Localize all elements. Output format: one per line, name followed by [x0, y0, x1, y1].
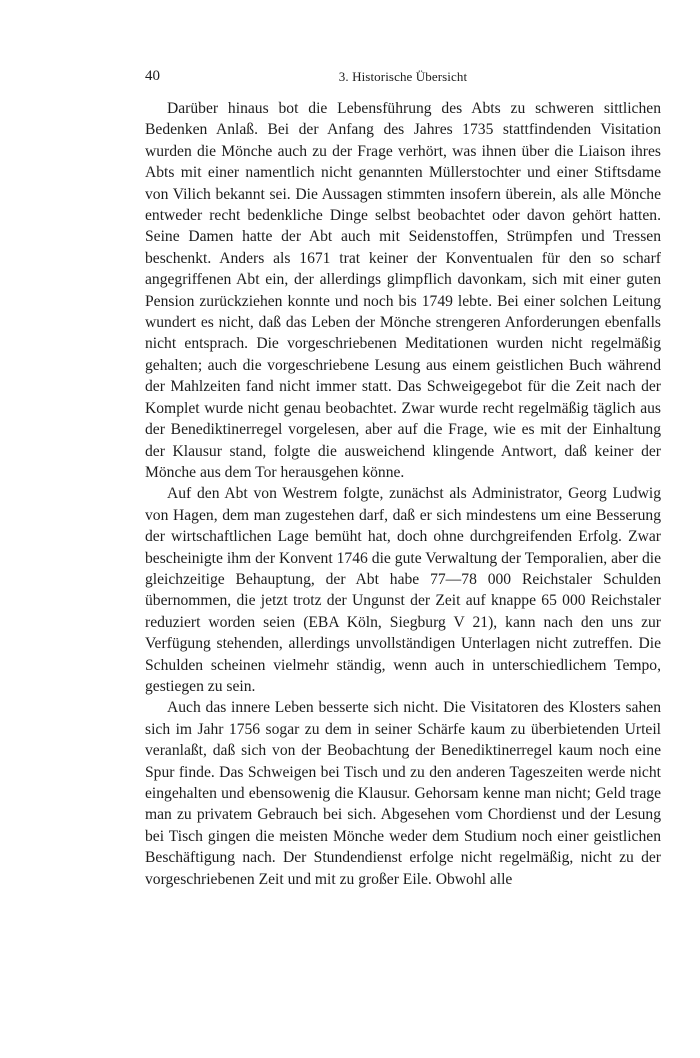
body-text: [145, 98, 661, 890]
page-number: 40: [145, 68, 160, 84]
paragraph-hagen-administration: Auf den Abt von Westrem folgte, zunächst als Administrator, Georg Ludwig von Hagen, dem man zugestehen darf, daß er sich mindestens um eine Besserung der wirtschaftlichen Lage bemüht hat, doch ohne durchgreifenden Erfolg. Zwar bescheinigte ihm der Konvent 1746 die gute Verwaltung der Temporalien, aber die gleichzeitige Behauptung, der Abt habe 77—78 000 Reichstaler Schulden übernommen, die jetzt trotz der Ungunst der Zeit auf knappe 65 000 Reichstaler reduziert worden seien (EBA Köln, Siegburg V 21), kann nach den uns zur Verfügung stehenden, allerdings unvollständigen Unterlagen nicht zutreffen. Die Schulden scheinen vielmehr ständig, wenn auch in unterschiedlichem Tempo, gestiegen zu sein.: [145, 485, 661, 695]
chapter-title: 3. Historische Übersicht: [338, 69, 468, 84]
paragraph-abbot-conduct: Darüber hinaus bot die Lebensführung des Abts zu schweren sittlichen Bedenken Anlaß. Bei der Anfang des Jahres 1735 stattfindenden Visitation wurden die Mönche auch zu der Frage verhört, was ihnen über die Liaison ihres Abts mit einer namentlich nicht genannten Müllerstochter und einer Stiftsdame von Vilich bekannt sei. Die Aussagen stimmten insofern überein, als alle Mönche entweder recht bedenkliche Dinge selbst beobachtet oder davon gehört hatten. Seine Damen hatte der Abt auch mit Seidenstoffen, Strümpfen und Tressen beschenkt. Anders als 1671 trat keiner der Konventualen für den so scharf angegriffenen Abt ein, der allerdings glimpflich davonkam, sich mit einer guten Pension zurückziehen konnte und noch bis 1749 lebte. Bei einer solchen Leitung wundert es nicht, daß das Leben der Mönche strengeren Anforderungen ebenfalls nicht entsprach. Die vorgeschriebenen Meditationen wurden nicht regelmäßig gehalten; auch die vorgeschriebene Lesung aus einem geistlichen Buch während der Mahlzeiten fand nicht immer statt. Das Schweigegebot für die Zeit nach der Komplet wurde nicht genau beobachtet. Zwar wurde recht regelmäßig täglich aus der Benediktinerregel vorgelesen, aber auf die Frage, wie es mit der Einhaltung der Klausur stand, folgte die ausweichend klingende Antwort, daß keiner der Mönche aus dem Tor herausgehen könne.: [145, 100, 661, 481]
book-page: [145, 68, 661, 890]
running-head: [145, 68, 661, 94]
paragraph-inner-life: Auch das innere Leben besserte sich nicht. Die Visitatoren des Klosters sahen sich im Jahr 1756 sogar zu dem in seiner Schärfe kaum zu überbietenden Urteil veranlaßt, daß sich von der Beobachtung der Benediktinerregel kaum noch eine Spur finde. Das Schweigen bei Tisch und zu den anderen Tageszeiten werde nicht eingehalten und ebensowenig die Klausur. Gehorsam kenne man nicht; Geld trage man zu privatem Gebrauch bei sich. Abgesehen vom Chordienst und der Lesung bei Tisch gingen die meisten Mönche weder dem Studium noch einer geistlichen Beschäftigung nach. Der Stundendienst erfolge nicht regelmäßig, nicht zu der vorgeschriebenen Zeit und mit zu großer Eile. Obwohl alle: [145, 699, 661, 888]
